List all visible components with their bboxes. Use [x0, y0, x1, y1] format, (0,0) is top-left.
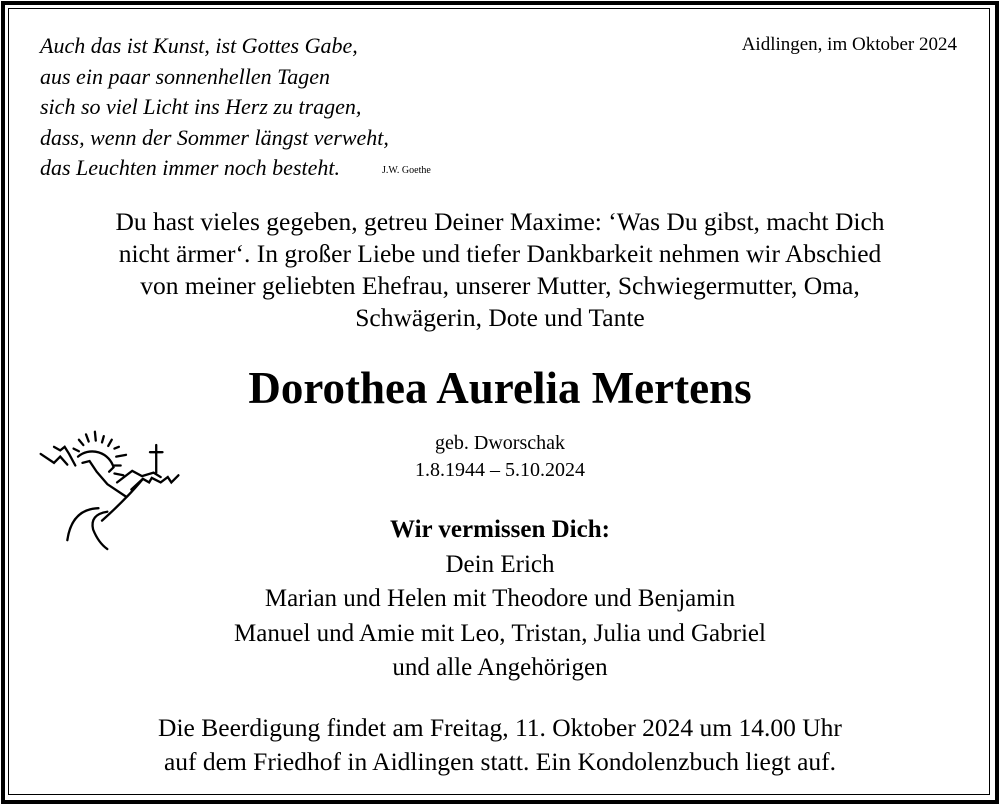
family-line: Manuel und Amie mit Leo, Tristan, Julia und Gabriel [234, 619, 766, 647]
intro-line: Schwägerin, Dote und Tante [355, 303, 645, 332]
poem-last-line: das Leuchten immer noch besteht. [40, 155, 340, 180]
life-dates: 1.8.1944 – 5.10.2024 [415, 459, 585, 481]
funeral-info [0, 711, 1000, 779]
funeral-line: Die Beerdigung findet am Freitag, 11. Oktober 2024 um 14.00 Uhr [158, 713, 842, 742]
poem-line: Auch das ist Kunst, ist Gottes Gabe, [40, 33, 358, 58]
family-heading: Wir vermissen Dich: [390, 516, 610, 543]
poem-line: aus ein paar sonnenhellen Tagen [40, 63, 331, 89]
intro-line: Du hast vieles gegeben, getreu Deiner Maxime: ‘Was Du gibst, macht Dich [115, 207, 885, 236]
birth-info [0, 430, 1000, 484]
birth-name: geb. Dworschak [435, 432, 565, 454]
poem-line [40, 153, 431, 187]
family-line: Dein Erich [445, 550, 555, 578]
poem-line: dass, wenn der Sommer längst verweht, [40, 124, 389, 150]
intro-line: nicht ärmer‘. In großer Liebe und tiefer Dankbarkeit nehmen wir Abschied [118, 239, 882, 268]
deceased-name: Dorothea Aurelia Mertens [248, 363, 752, 413]
intro-line: von meiner geliebten Ehefrau, unserer Mutter, Schwiegermutter, Oma, [140, 271, 860, 300]
poem-line: sich so viel Licht ins Herz zu tragen, [40, 94, 362, 119]
poem [40, 31, 431, 187]
place-date: Aidlingen, im Oktober 2024 [741, 34, 957, 55]
family-line: und alle Angehörigen [392, 654, 608, 681]
funeral-line: auf dem Friedhof in Aidlingen statt. Ein Kondolenzbuch liegt auf. [163, 747, 837, 776]
poem-author: J.W. Goethe [382, 165, 431, 176]
family-section [0, 513, 1000, 686]
family-line: Marian und Helen mit Theodore und Benjamin [264, 585, 736, 612]
intro-text [0, 206, 1000, 334]
